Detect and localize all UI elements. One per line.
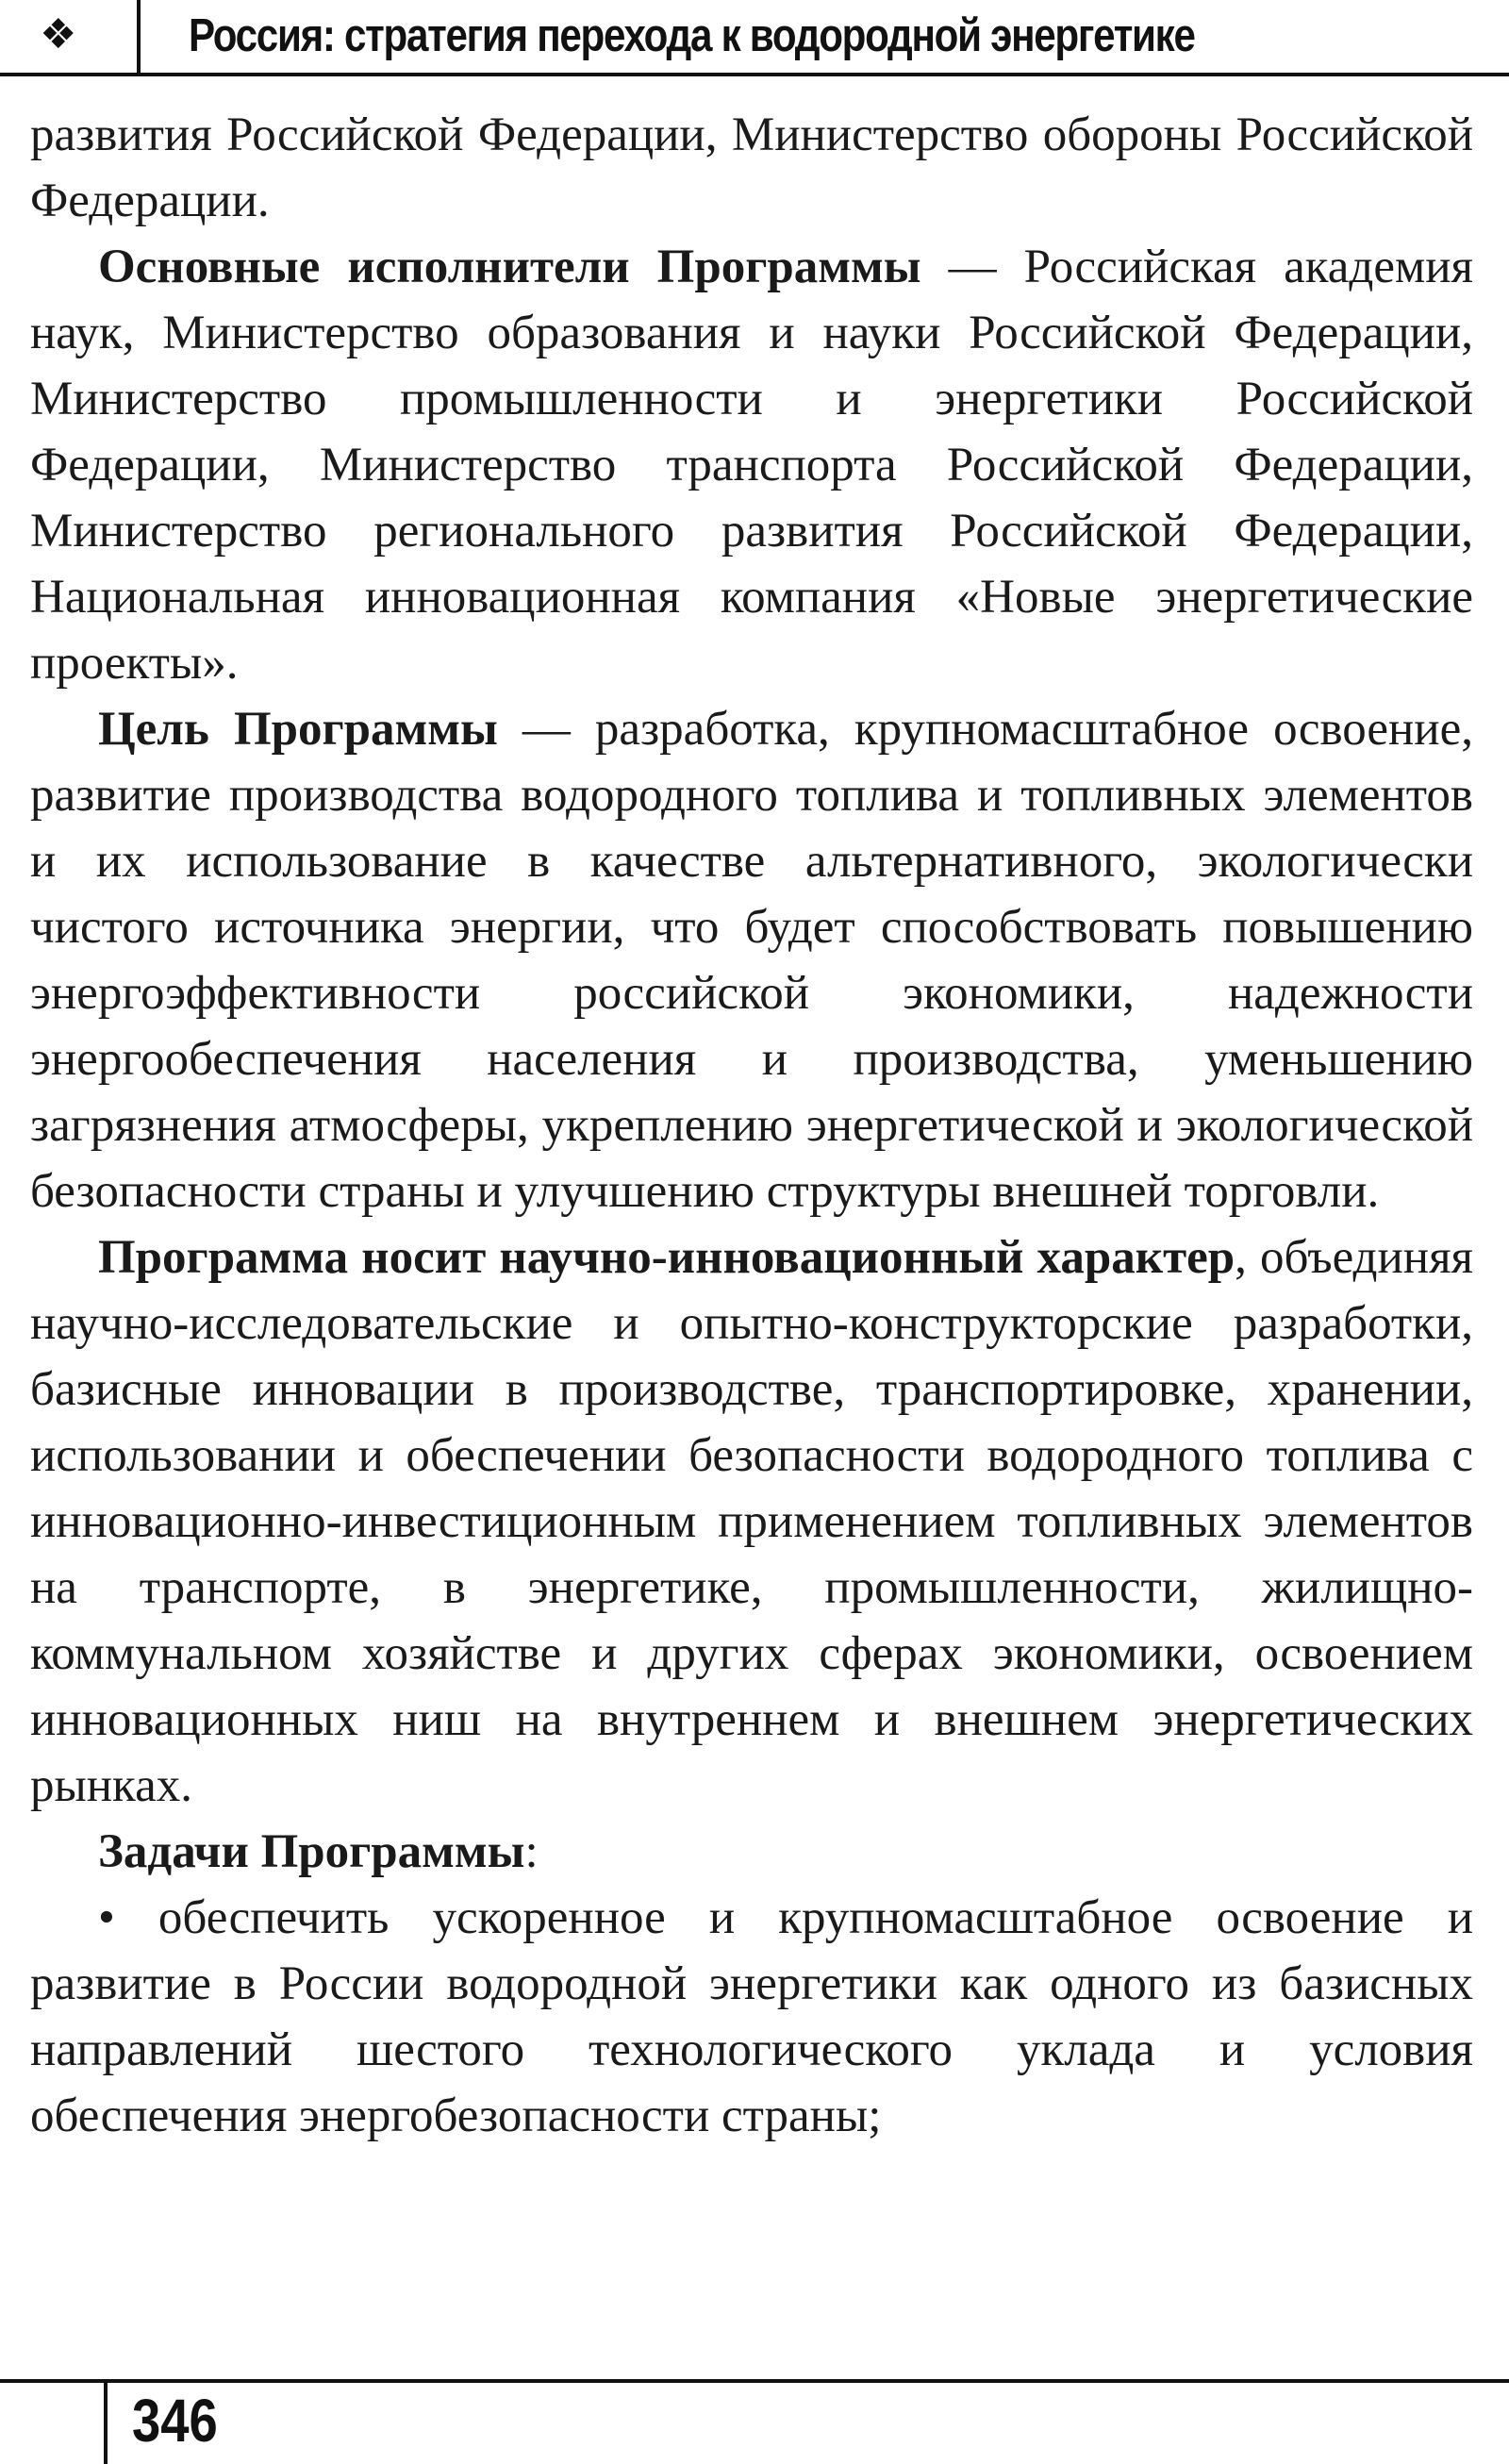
page-header — [0, 0, 1509, 75]
running-title: Россия: стратегия перехода к водородной энергетике — [189, 10, 1195, 61]
bullet-item — [30, 1885, 1473, 2149]
page-number: 346 — [132, 2387, 218, 2455]
paragraph-lead: Цель Программы — [98, 703, 498, 756]
diamond-ornament-icon: ❖ — [40, 10, 77, 58]
footer-divider-vertical — [104, 2379, 108, 2464]
paragraph-continuation — [30, 102, 1473, 234]
paragraph-text: развития Российской Федерации, Министерство обороны Российской Федерации. — [30, 108, 1473, 227]
paragraph-text: , объединяя научно-исследовательские и опытно-конструкторские разработки, базисные инновации в производстве, транспортировке, хранении, использовании и обеспечении безопасности водородного топлива с инновационно-инвестиционным применением топливных элементов на транспорте, в энергетике, промышленности, жилищно-коммунальном хозяйстве и других сферах экономики, освоением инновационных ниш на внутреннем и внешнем энергетических рынках. — [30, 1231, 1473, 1812]
body-text — [30, 102, 1473, 2149]
paragraph-text: — Российская академия наук, Министерство образования и науки Российской Федерации, Министерство промышленности и энергетики Российской Федерации, Министерство транспорта Российской Федерации, Министерство регионального развития Российской Федерации, Национальная инновационная компания «Новые энергетические проекты». — [30, 241, 1473, 690]
paragraph-text: : — [524, 1825, 539, 1878]
footer-rule — [0, 2379, 1509, 2383]
paragraph-lead: Задачи Программы — [98, 1825, 525, 1878]
paragraph-tasks-heading — [30, 1819, 1473, 1885]
paragraph-lead: Программа носит научно-инновационный характер — [98, 1231, 1235, 1284]
paragraph-text: — разработка, крупномасштабное освоение, развитие производства водородного топлива и топливных элементов и их использование в качестве альтернативного, экологически чистого источника энергии, что будет способствовать повышению энергоэффективности российской экономики, надежности энергообеспечения населения и производства, уменьшению загрязнения атмосферы, укреплению энергетической и экологической безопасности страны и улучшению структуры внешней торговли. — [30, 703, 1473, 1218]
header-divider-vertical — [137, 0, 141, 74]
paragraph-character — [30, 1224, 1473, 1819]
header-rule — [0, 73, 1509, 76]
paragraph-lead: Основные исполнители Программы — [98, 241, 921, 293]
paragraph-executors — [30, 234, 1473, 696]
paragraph-text: • обеспечить ускоренное и крупномасштабное освоение и развитие в России водородной энергетики как одного из базисных направлений шестого технологического уклада и условия обеспечения энергобезопасности страны; — [30, 1891, 1473, 2142]
paragraph-goal — [30, 696, 1473, 1224]
